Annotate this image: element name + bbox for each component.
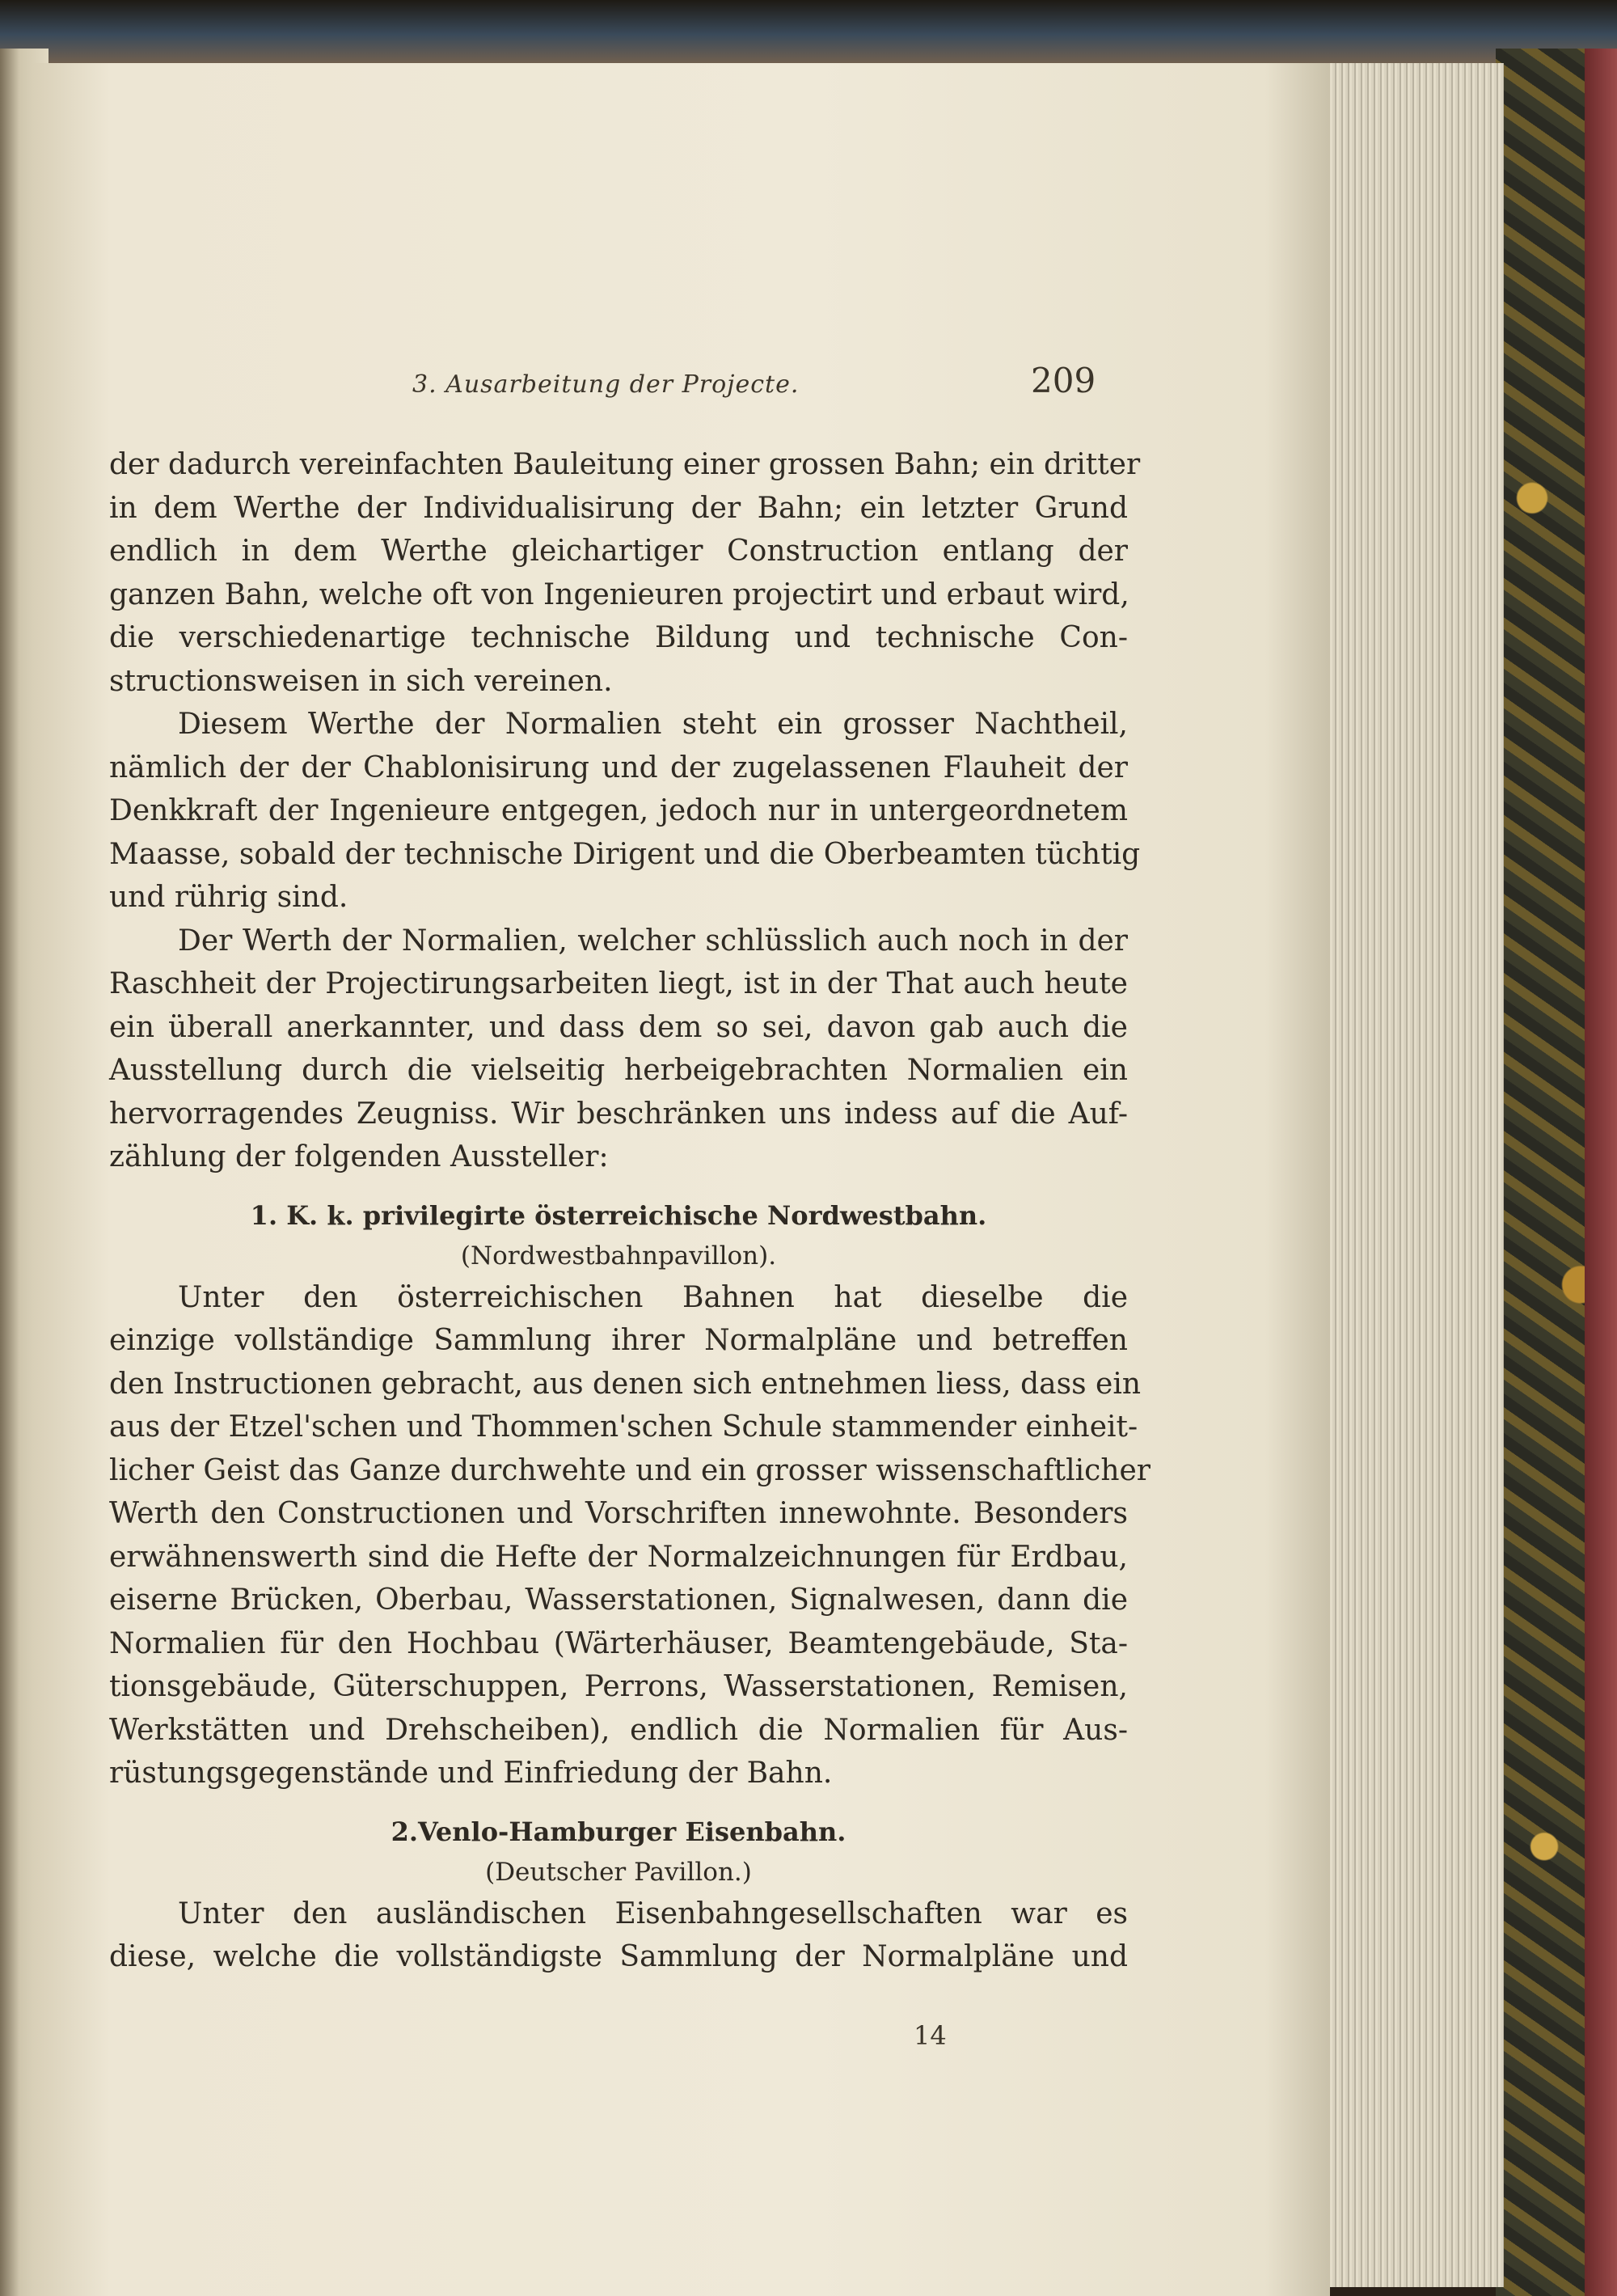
cover-spine (1585, 49, 1617, 2296)
text-line: Der Werth der Normalien, welcher schlüsslich auch noch in der (178, 924, 1128, 958)
text-line: ein überall anerkannter, und dass dem so sei, davon gab auch die (109, 1010, 1128, 1044)
section-heading-2: 2.Venlo-Hamburger Eisenbahn. (391, 1816, 846, 1847)
text-line: der dadurch vereinfachten Bauleitung einer grossen Bahn; ein dritter (109, 448, 1141, 481)
text-line: den Instructionen gebracht, aus denen sich entnehmen liess, dass ein (109, 1367, 1142, 1401)
text-line: in dem Werthe der Individualisirung der Bahn; ein letzter Grund (109, 491, 1128, 525)
section-subheading-1: (Nordwestbahnpavillon). (460, 1241, 777, 1271)
section-heading-1: 1. K. k. privilegirte österreichische Nordwestbahn. (250, 1199, 987, 1231)
text-line: eiserne Brücken, Oberbau, Wasserstationen, Signalwesen, dann die (109, 1584, 1128, 1617)
text-line: tionsgebäude, Güterschuppen, Perrons, Wasserstationen, Remisen, (109, 1670, 1128, 1703)
book-page (32, 63, 1330, 2296)
text-line: Unter den österreichischen Bahnen hat dieselbe die (178, 1280, 1128, 1314)
signature-number: 14 (914, 2020, 947, 2051)
section-subheading-2: (Deutscher Pavillon.) (485, 1857, 752, 1887)
text-line: Raschheit der Projectirungsarbeiten liegt, ist in der That auch heute (109, 967, 1128, 1000)
paragraph-5 (109, 1892, 1128, 1979)
text-line: hervorragendes Zeugniss. Wir beschränken uns indess auf die Auf- (109, 1097, 1128, 1131)
text-line: ganzen Bahn, welche oft von Ingenieuren projectirt und erbaut wird, (109, 577, 1129, 611)
text-line: Denkkraft der Ingenieure entgegen, jedoch nur in untergeordnetem (109, 794, 1128, 827)
text-line: Normalien für den Hochbau (Wärterhäuser, Beamtengebäude, Sta- (109, 1626, 1128, 1660)
text-line: licher Geist das Ganze durchwehte und ein grosser wissenschaftlicher (109, 1453, 1151, 1487)
page-number: 209 (1031, 361, 1096, 400)
text-line: Ausstellung durch die vielseitig herbeigebrachten Normalien ein (109, 1054, 1128, 1087)
text-line: Maasse, sobald der technische Dirigent und die Oberbeamten tüchtig (109, 837, 1141, 871)
text-line: und rührig sind. (109, 881, 348, 914)
paragraph-3 (109, 920, 1128, 1179)
text-line: structionsweisen in sich vereinen. (109, 664, 613, 698)
text-line: Werth den Constructionen und Vorschriften innewohnte. Besonders (109, 1497, 1128, 1530)
text-line: erwähnenswerth sind die Hefte der Normalzeichnungen für Erdbau, (109, 1540, 1128, 1574)
page-edges (1326, 63, 1504, 2287)
running-title: 3. Ausarbeitung der Projecte. (412, 370, 800, 399)
body-text (109, 443, 1151, 1979)
text-line: nämlich der der Chablonisirung und der zugelassenen Flauheit der (109, 751, 1128, 784)
text-line: zählung der folgenden Aussteller: (109, 1140, 609, 1173)
text-line: Unter den ausländischen Eisenbahngesellschaften war es (178, 1896, 1128, 1930)
paragraph-4 (109, 1276, 1151, 1795)
text-line: Werkstätten und Drehscheiben), endlich die Normalien für Aus- (109, 1713, 1128, 1747)
text-line: diese, welche die vollständigste Sammlung der Normalpläne und (109, 1940, 1128, 1973)
text-line: endlich in dem Werthe gleichartiger Construction entlang der (109, 535, 1128, 568)
paragraph-1 (109, 443, 1141, 703)
text-line: aus der Etzel'schen und Thommen'schen Schule stammender einheit- (109, 1410, 1138, 1444)
text-line: einzige vollständige Sammlung ihrer Normalpläne und betreffen (109, 1324, 1128, 1357)
text-line: die verschiedenartige technische Bildung und technische Con- (109, 621, 1128, 654)
text-line: Diesem Werthe der Normalien steht ein grosser Nachtheil, (178, 708, 1128, 741)
paragraph-2 (109, 703, 1141, 920)
text-line: rüstungsgegenstände und Einfriedung der Bahn. (109, 1757, 833, 1790)
